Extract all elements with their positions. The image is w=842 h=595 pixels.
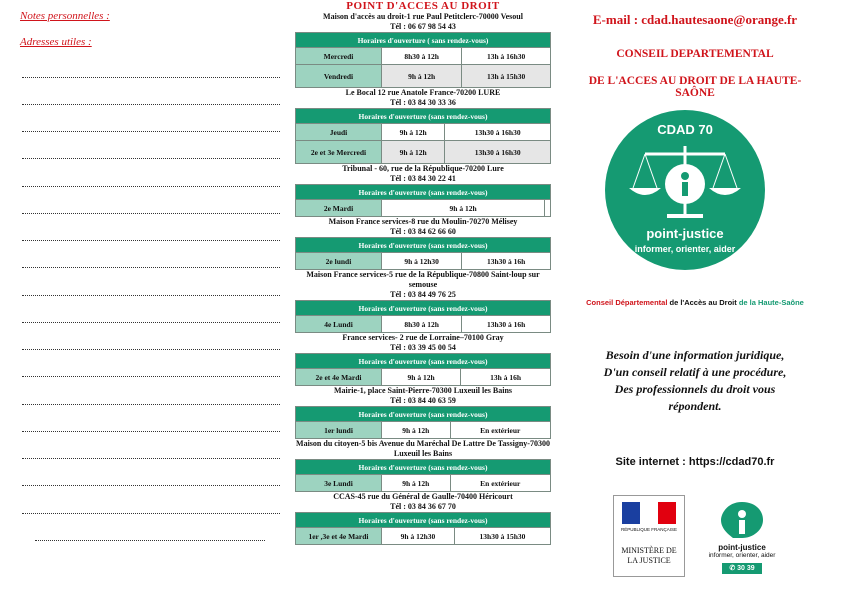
note-line (22, 240, 280, 241)
pj-tagline: informer, orienter, aider (708, 552, 776, 559)
schedule-header: Horaires d'ouverture (sans rendez-vous) (296, 238, 551, 253)
venue-address: Maison France services-5 rue de la République-70800 Saint-loup sur semouse (306, 270, 540, 289)
note-line (22, 186, 280, 187)
schedule-row (296, 422, 551, 439)
schedule-table (295, 32, 551, 88)
venue-address: Tribunal - 60, rue de la République-70200 Lure (342, 164, 504, 173)
schedule-row (296, 528, 551, 545)
schedule-day: 3e Lundi (296, 475, 382, 492)
venue-address: Mairie-1, place Saint-Pierre-70300 Luxeuil les Bains (333, 386, 513, 395)
schedule-row (296, 200, 551, 217)
schedule-morning: 9h à 12h (382, 65, 462, 88)
schedule-table (295, 512, 551, 545)
schedule-morning: 9h à 12h (382, 422, 451, 439)
schedule-header: Horaires d'ouverture (sans rendez-vous) (296, 185, 551, 200)
schedule-table (295, 237, 551, 270)
schedule-row (296, 253, 551, 270)
tagline-line: Besoin d'une information juridique, (605, 348, 785, 362)
schedule-row (296, 475, 551, 492)
schedule-morning: 9h à 12h (382, 200, 545, 217)
note-line (22, 349, 280, 350)
ministere-logo (613, 495, 685, 577)
schedule-afternoon (545, 200, 551, 217)
note-line (22, 77, 280, 78)
schedule-day: 2e Mardi (296, 200, 382, 217)
venue-list (294, 12, 552, 545)
schedule-day: 2e et 4e Mardi (296, 369, 382, 386)
schedule-table (295, 353, 551, 386)
schedule-morning: 9h à 12h (382, 141, 445, 164)
schedule-title: POINT D'ACCES AU DROIT (346, 0, 500, 12)
schedule-table (295, 459, 551, 492)
note-line (22, 404, 280, 405)
note-line (22, 104, 280, 105)
schedule-header: Horaires d'ouverture ( sans rendez-vous) (296, 33, 551, 48)
tagline (570, 347, 820, 415)
schedule-header: Horaires d'ouverture (sans rendez-vous) (296, 354, 551, 369)
logo-bottom-text: informer, orienter, aider (634, 244, 736, 254)
venue-phone: Tél : 03 84 49 76 25 (390, 290, 456, 299)
pj-phone (722, 563, 762, 574)
venue-address: Le Bocal 12 rue Anatole France-70200 LURE (345, 88, 501, 97)
schedule-morning: 9h à 12h (382, 124, 445, 141)
schedule-day: 4e Lundi (296, 316, 382, 333)
note-line (22, 295, 280, 296)
venue-address: CCAS-45 rue du Général de Gaulle-70400 Héricourt (333, 492, 513, 501)
note-line (22, 376, 280, 377)
venue-phone: Tél : 03 84 30 33 36 (390, 98, 456, 107)
cdp-caption-b: de l'Accès au Droit (667, 298, 739, 307)
tagline-line: répondent. (668, 399, 722, 413)
schedule-afternoon: En extérieur (450, 422, 551, 439)
note-line (22, 322, 280, 323)
schedule-day: 2e et 3e Mercredi (296, 141, 382, 164)
logo-top-text: CDAD 70 (657, 122, 713, 137)
pj-phone-number: 30 39 (737, 565, 755, 572)
schedule-morning: 9h à 12h (382, 369, 461, 386)
cdp-caption-a: Conseil Départemental (586, 298, 668, 307)
note-line (22, 158, 280, 159)
note-line (22, 485, 280, 486)
schedule-afternoon: 13h30 à 16h (462, 253, 551, 270)
schedule-afternoon: 13h30 à 16h30 (445, 141, 551, 164)
phone-icon: ✆ (729, 565, 738, 572)
tagline-line: Des professionnels du droit vous (614, 382, 776, 396)
note-line (22, 513, 280, 514)
note-line (22, 431, 280, 432)
website-link[interactable]: Site internet : https://cdad70.fr (615, 456, 775, 468)
schedule-row (296, 369, 551, 386)
schedule-row (296, 48, 551, 65)
schedule-row (296, 124, 551, 141)
schedule-row (296, 65, 551, 88)
schedule-afternoon: En extérieur (450, 475, 551, 492)
notes-label: Notes personnelles : (20, 10, 110, 22)
schedule-day: Jeudi (296, 124, 382, 141)
schedule-day: Mercredi (296, 48, 382, 65)
notes-panel (20, 10, 280, 48)
tagline-line: D'un conseil relatif à une procédure, (603, 365, 787, 379)
venue-phone: Tél : 03 84 40 63 59 (390, 396, 456, 405)
venue-phone: Tél : 03 84 62 66 60 (390, 227, 456, 236)
addresses-label: Adresses utiles : (20, 36, 92, 48)
schedule-morning: 8h30 à 12h (382, 316, 462, 333)
venue-address: Maison du citoyen-5 bis Avenue du Maréchal De Lattre De Tassigny-70300 Luxeuil les Bains (296, 439, 550, 458)
schedule-morning: 9h à 12h (382, 475, 451, 492)
schedule-morning: 8h30 à 12h (382, 48, 462, 65)
note-line (22, 213, 280, 214)
schedule-table (295, 406, 551, 439)
logo-mid-text: point-justice (646, 226, 724, 241)
schedule-afternoon: 13h30 à 16h (462, 316, 551, 333)
ministere-name: MINISTÈRE DE LA JUSTICE (621, 546, 677, 565)
schedule-header: Horaires d'ouverture (sans rendez-vous) (296, 407, 551, 422)
schedule-row (296, 141, 551, 164)
schedule-table (295, 300, 551, 333)
schedule-day: 2e lundi (296, 253, 382, 270)
note-line (22, 131, 280, 132)
schedule-afternoon: 13h à 15h30 (462, 65, 551, 88)
cdp-caption (570, 298, 820, 307)
schedule-morning: 9h à 12h30 (382, 253, 462, 270)
schedule-afternoon: 13h à 16h30 (462, 48, 551, 65)
schedule-panel (294, 0, 552, 545)
venue-address: Maison d'accès au droit-1 rue Paul Petitclerc-70000 Vesoul (323, 12, 523, 21)
schedule-table (295, 108, 551, 164)
schedule-afternoon: 13h30 à 16h30 (445, 124, 551, 141)
venue-address: France services- 2 rue de Lorraine–70100 Gray (342, 333, 504, 342)
pj-name: point-justice (718, 543, 766, 552)
ministere-republique: RÉPUBLIQUE FRANÇAISE (620, 527, 677, 532)
schedule-header: Horaires d'ouverture (sans rendez-vous) (296, 109, 551, 124)
schedule-morning: 9h à 12h30 (382, 528, 455, 545)
schedule-row (296, 316, 551, 333)
schedule-day: 1er lundi (296, 422, 382, 439)
schedule-day: 1er ,3e et 4e Mardi (296, 528, 382, 545)
point-justice-logo (697, 500, 787, 578)
note-line (35, 540, 265, 541)
venue-phone: Tél : 06 67 98 54 43 (390, 22, 456, 31)
note-line (22, 267, 280, 268)
venue-phone: Tél : 03 39 45 00 54 (390, 343, 456, 352)
venue-phone: Tél : 03 84 36 67 70 (390, 502, 456, 511)
schedule-header: Horaires d'ouverture (sans rendez-vous) (296, 513, 551, 528)
schedule-afternoon: 13h30 à 15h30 (454, 528, 550, 545)
note-line (22, 458, 280, 459)
schedule-header: Horaires d'ouverture (sans rendez-vous) (296, 460, 551, 475)
venue-phone: Tél : 03 84 30 22 41 (390, 174, 456, 183)
cdad-logo (605, 110, 765, 270)
venue-address: Maison France services-8 rue du Moulin-70270 Mélisey (328, 217, 518, 226)
conseil-title-2: DE L'ACCES AU DROIT DE LA HAUTE-SAÔNE (588, 75, 802, 99)
point-justice-icon (697, 500, 787, 540)
schedule-header: Horaires d'ouverture (sans rendez-vous) (296, 301, 551, 316)
email-link[interactable]: E-mail : cdad.hautesaone@orange.fr (592, 12, 798, 27)
marianne-icon (622, 502, 676, 524)
cdp-caption-c: de la Haute-Saône (738, 298, 804, 307)
schedule-table (295, 184, 551, 217)
conseil-title-1: CONSEIL DEPARTEMENTAL (616, 48, 774, 60)
schedule-day: Vendredi (296, 65, 382, 88)
schedule-afternoon: 13h à 16h (461, 369, 551, 386)
